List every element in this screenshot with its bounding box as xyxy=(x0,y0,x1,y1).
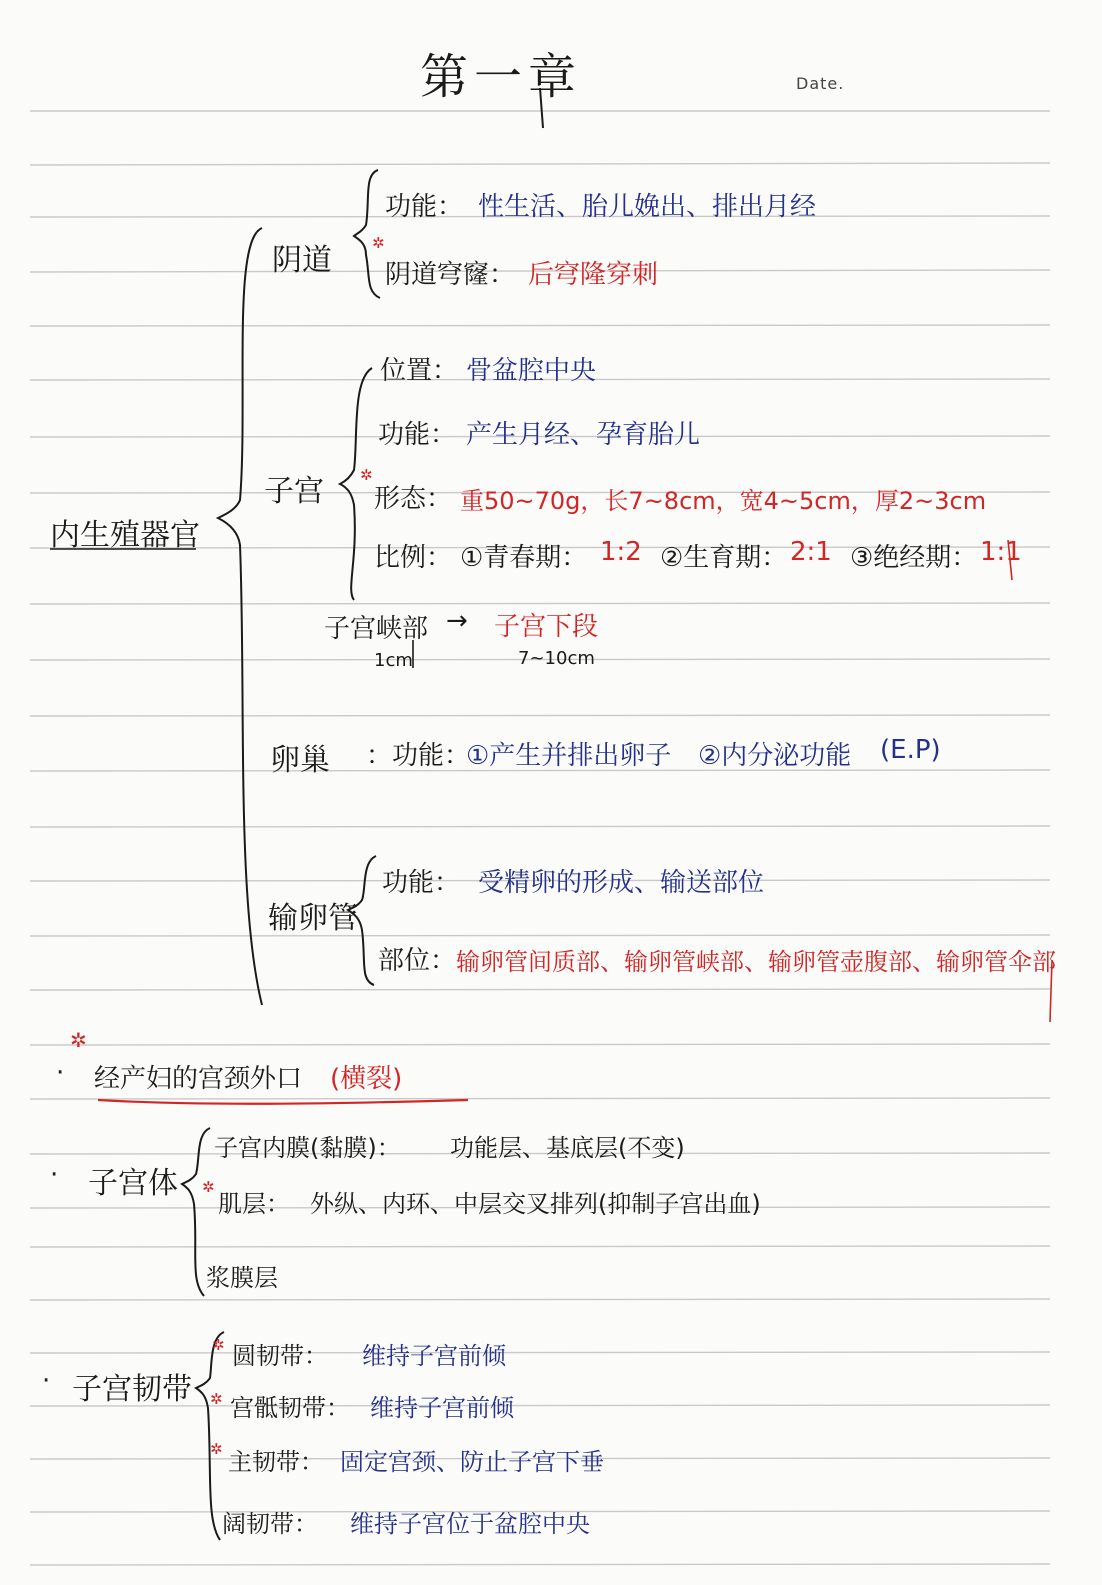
star-icon: ✲ xyxy=(360,466,373,484)
uterus-shape-label: 形态： xyxy=(374,484,453,514)
vagina-function-value: 性生活、胎儿娩出、排出月经 xyxy=(478,192,817,222)
ovary-function-2-note: (E.P) xyxy=(880,735,941,765)
page-title: 第一章 xyxy=(420,49,583,105)
cardinal-ligament-value: 固定宫颈、防止子宫下垂 xyxy=(340,1448,604,1476)
main-bracket xyxy=(218,228,262,1005)
cardinal-ligament-label: 主韧带： xyxy=(228,1448,324,1476)
vagina-fornix-label: 阴道穹窿： xyxy=(385,260,516,290)
ovary-function-label: ：功能： xyxy=(366,741,471,771)
broad-ligament-value: 维持子宫位于盆腔中央 xyxy=(350,1510,590,1538)
star-icon: ✲ xyxy=(210,1440,223,1458)
ovary-function-1: ①产生并排出卵子 xyxy=(466,741,672,771)
star-icon: ✲ xyxy=(210,1390,223,1408)
ratio-puberty-value: 1:2 xyxy=(600,537,642,567)
uterosacral-ligament-label: 宫骶韧带： xyxy=(230,1394,350,1422)
uterus-position-value: 骨盆腔中央 xyxy=(466,356,597,386)
uterus-function-label: 功能： xyxy=(378,420,457,450)
isthmus-target-length: 7~10cm xyxy=(518,648,595,669)
bullet: · xyxy=(56,1058,65,1088)
tube-parts-label: 部位： xyxy=(378,946,457,976)
isthmus-arrow: → xyxy=(446,606,468,636)
muscle-layer-label: 肌层： xyxy=(218,1190,290,1218)
ovary-function-2: ②内分泌功能 xyxy=(698,741,852,771)
round-ligament-label: 圆韧带： xyxy=(232,1342,328,1370)
ligament-bracket xyxy=(196,1332,224,1540)
uterus-ratio-label: 比例： xyxy=(374,543,453,573)
ratio-reproductive-label: ②生育期： xyxy=(660,543,788,573)
uterus-bracket xyxy=(340,368,372,600)
fallopian-tube-label: 输卵管 xyxy=(268,901,358,936)
vagina-function-label: 功能： xyxy=(385,192,464,222)
broad-ligament-label: 阔韧带： xyxy=(222,1510,318,1538)
uterine-ligaments-label: 子宫韧带 xyxy=(72,1372,192,1407)
bullet: · xyxy=(42,1366,51,1396)
endometrium-label: 子宫内膜(黏膜)： xyxy=(214,1134,401,1162)
uterus-position-label: 位置： xyxy=(380,356,459,386)
cervix-note-highlight: (横裂) xyxy=(330,1064,403,1094)
round-ligament-value: 维持子宫前倾 xyxy=(362,1342,506,1370)
ratio-reproductive-value: 2:1 xyxy=(790,537,832,567)
uterus-function-value: 产生月经、孕育胎儿 xyxy=(466,420,701,450)
uterus-label: 子宫 xyxy=(264,474,324,509)
tube-function-label: 功能： xyxy=(382,868,461,898)
bullet: · xyxy=(50,1160,59,1190)
star-icon: ✲ xyxy=(372,234,385,252)
vagina-label: 阴道 xyxy=(272,243,332,278)
endometrium-value: 功能层、基底层(不变) xyxy=(450,1134,685,1162)
star-icon: ✲ xyxy=(202,1178,215,1196)
date-label: Date. xyxy=(796,74,845,93)
tube-function-value: 受精卵的形成、输送部位 xyxy=(478,868,765,898)
star-icon: ✲ xyxy=(212,1336,225,1354)
ovary-label: 卵巢 xyxy=(270,743,330,778)
ratio-menopause-value: 1:1 xyxy=(980,537,1022,567)
ratio-puberty-label: ①青春期： xyxy=(460,543,588,573)
internal-genital-organs-label: 内生殖器官 xyxy=(50,518,200,553)
tube-parts-value: 输卵管间质部、输卵管峡部、输卵管壶腹部、输卵管伞部 xyxy=(456,948,1056,976)
uterosacral-ligament-value: 维持子宫前倾 xyxy=(370,1394,514,1422)
serosa-label: 浆膜层 xyxy=(206,1264,278,1292)
isthmus-target: 子宫下段 xyxy=(494,612,599,642)
isthmus-length: 1cm xyxy=(374,650,413,671)
ratio-menopause-label: ③绝经期： xyxy=(850,543,978,573)
muscle-layer-value: 外纵、内环、中层交叉排列(抑制子宫出血) xyxy=(310,1190,761,1218)
isthmus-label: 子宫峡部 xyxy=(324,614,429,644)
vagina-fornix-value: 后穹隆穿刺 xyxy=(528,260,659,290)
uterus-shape-value: 重50~70g，长7~8cm，宽4~5cm，厚2~3cm xyxy=(460,487,987,515)
star-icon: ✲ xyxy=(70,1028,87,1052)
uterus-body-label: 子宫体 xyxy=(88,1166,178,1201)
cervix-note-text: 经产妇的宫颈外口 xyxy=(94,1064,303,1094)
